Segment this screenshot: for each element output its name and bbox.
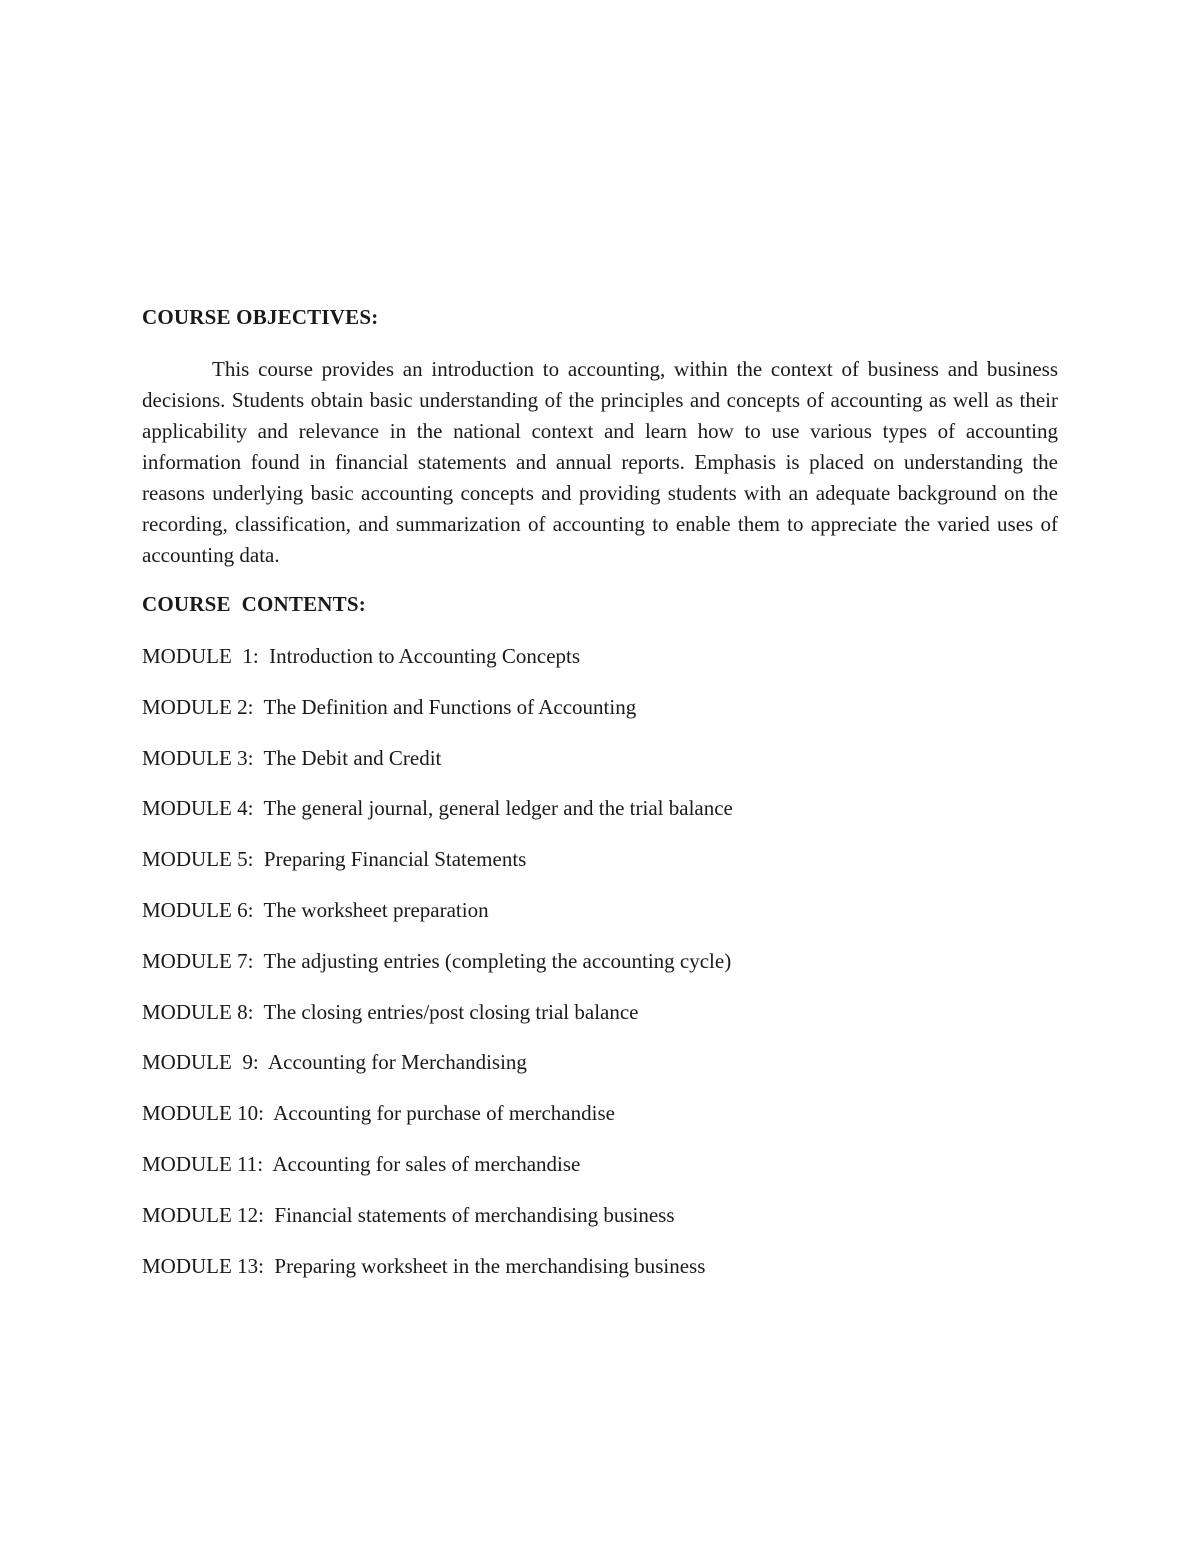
- module-list: [142, 642, 733, 1302]
- course-objectives-heading: COURSE OBJECTIVES:: [142, 305, 379, 329]
- module-item-2: MODULE 2: The Definition and Functions of Accounting: [142, 694, 637, 719]
- module-item-13: MODULE 13: Preparing worksheet in the merchandising business: [142, 1253, 706, 1278]
- module-item-10: MODULE 10: Accounting for purchase of merchandise: [142, 1101, 615, 1126]
- module-item-12: MODULE 12: Financial statements of merchandising business: [142, 1202, 675, 1227]
- course-objectives-paragraph: This course provides an introduction to accounting, within the context of business and business decisions. Students obtain basic understanding of the principles and concepts of accounting as well as their applicability and relevance in the national context and learn how to use various types of accounting information found in financial statements and annual reports. Emphasis is placed on understanding the reasons underlying basic accounting concepts and providing students with an adequate background on the recording, classification, and summarization of accounting to enable them to appreciate the varied uses of accounting data.: [142, 357, 1058, 567]
- module-item-9: MODULE 9: Accounting for Merchandising: [142, 1050, 527, 1075]
- module-item-11: MODULE 11: Accounting for sales of merchandise: [142, 1151, 581, 1176]
- module-item-6: MODULE 6: The worksheet preparation: [142, 897, 489, 922]
- module-item-5: MODULE 5: Preparing Financial Statements: [142, 847, 527, 872]
- module-item-3: MODULE 3: The Debit and Credit: [142, 745, 442, 770]
- course-contents-heading: COURSE CONTENTS:: [142, 592, 366, 616]
- module-item-8: MODULE 8: The closing entries/post closing trial balance: [142, 999, 639, 1024]
- module-item-1: MODULE 1: Introduction to Accounting Concepts: [142, 644, 581, 668]
- module-item-4: MODULE 4: The general journal, general ledger and the trial balance: [142, 796, 733, 821]
- module-item-7: MODULE 7: The adjusting entries (completing the accounting cycle): [142, 948, 732, 973]
